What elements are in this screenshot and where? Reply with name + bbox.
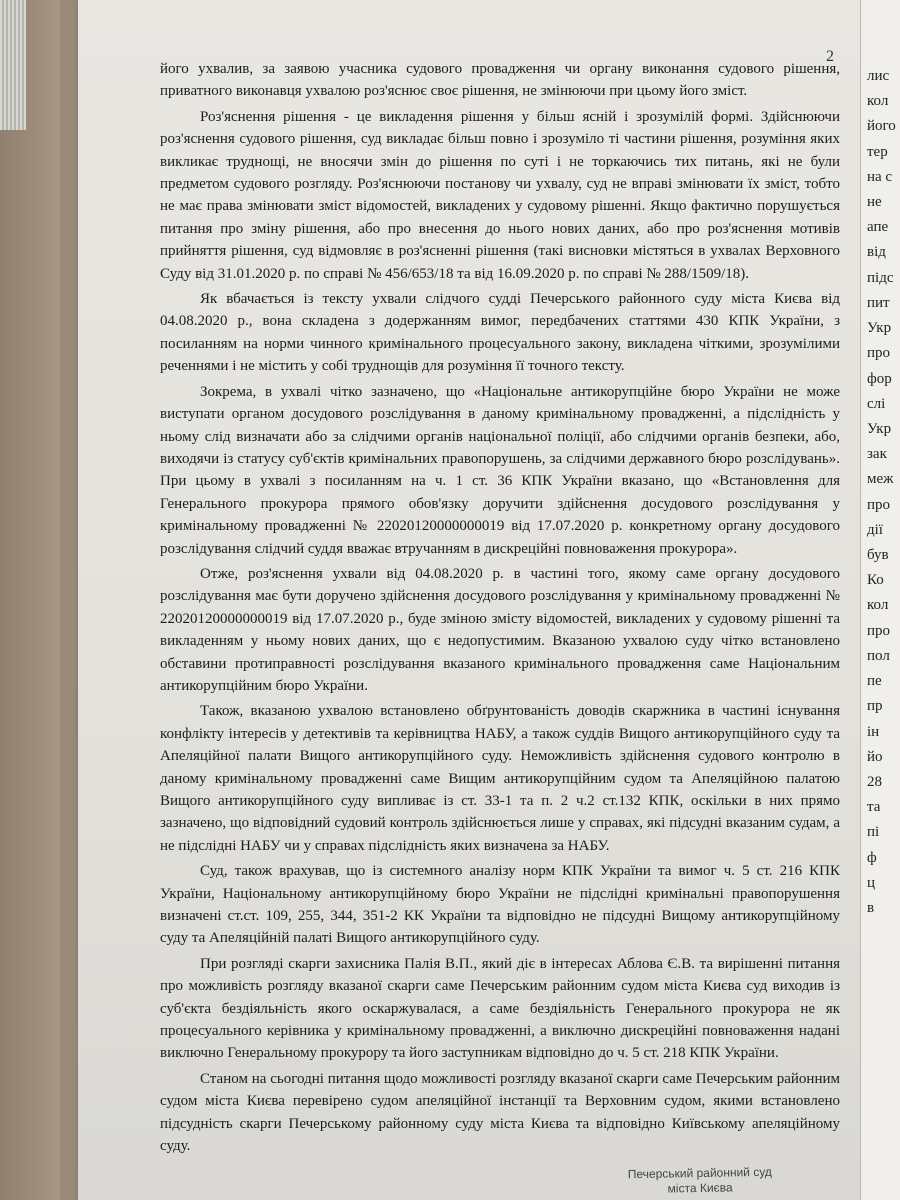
adjacent-page-fragment: на с [867, 169, 893, 185]
adjacent-page-fragment: дії [867, 522, 883, 538]
adjacent-page-fragment: тер [867, 144, 888, 160]
stamp-line: Печерський районний суд [627, 1164, 773, 1182]
adjacent-page-fragment: пит [867, 295, 890, 311]
adjacent-page-fragment: Укр [867, 320, 892, 336]
desk-surface [0, 0, 60, 1200]
document-page [78, 0, 860, 1200]
adjacent-page-fragment: про [867, 497, 891, 513]
paragraph: його ухвалив, за заявою учасника судового провадження чи органу виконання судового рішення, приватного виконавця ухвалою роз'яснює своє рішення, не змінюючи при цьому його зміст. [160, 61, 840, 100]
adjacent-page-fragment: кол [867, 93, 889, 109]
page-number: 2 [826, 48, 834, 65]
adjacent-page-fragment: кол [867, 597, 889, 613]
document-body [160, 58, 840, 1161]
paragraph: Зокрема, в ухвалі чітко зазначено, що «Національне антикорупційне бюро України не може виступати органом досудового розслідування в даному кримінальному провадженні, а підслідність у ньому слід визначати або за слідчими органів національної поліції, або слідчими органів безпеки, або, виходячи із статусу суб'єктів кримінальних правопорушень, за слідчими державного бюро розслідувань». При цьому в ухвалі з посиланням на ч. 1 ст. 36 КПК України вказано, що «Встановлення для Генерального прокурора прямого обов'язку доручити здійснення досудового розслідування у кримінальному провадженні № 22020120000000019 від 17.07.2020 р. конкретному органу досудового розслідування слідчий суддя вважає втручанням в дискреційні повноваження прокурора». [160, 383, 840, 557]
paragraph: При розгляді скарги захисника Палія В.П., який діє в інтересах Аблова Є.В. та вирішенні питання про можливість розгляду вказаної скарги саме Печерським районним судом міста Києва суд виходив із суб'єкта бездіяльність якого оскаржувалася, а саме бездіяльність Генерального прокурора не як процесуального керівника у кримінальному провадженні, а виключно дискреційні повноваження надані виключно Генеральному прокурору та його заступникам відповідно до ч. 5 ст. 218 КПК України. [160, 955, 840, 1062]
paragraph: Суд, також врахував, що із системного аналізу норм КПК України та вимог ч. 5 ст. 216 КПК України, Національному антикорупційному бюро України не підслідні кримінальні правопорушення визначені ст.ст. 109, 255, 344, 351-2 КК України та відповідно не підсудні Вищому антикорупційному суду та Апеляційній палаті Вищого антикорупційного суду. [160, 863, 840, 947]
adjacent-page-fragment: ф [867, 850, 877, 866]
adjacent-page-edge [860, 0, 900, 1200]
adjacent-page-fragment: пі [867, 824, 880, 840]
adjacent-page-fragment: Укр [867, 421, 892, 437]
adjacent-page-fragment: про [867, 345, 891, 361]
stamp-line: міста Києва [667, 1180, 733, 1196]
adjacent-page-fragment: в [867, 900, 875, 916]
adjacent-page-fragment: Ко [867, 572, 884, 588]
paragraph: Станом на сьогодні питання щодо можливості розгляду вказаної скарги саме Печерським районним судом міста Києва перевірено судом апеляційної інстанції та Верховним судом, якими встановлено підсудність скарги Печерському районному суду міста Києва та відповідно Київському апеляційному суду. [160, 1070, 840, 1155]
adjacent-page-fragment: апе [867, 219, 889, 235]
adjacent-page-fragment: зак [867, 446, 887, 462]
court-stamp [610, 1164, 790, 1197]
adjacent-page-fragment: меж [867, 471, 894, 487]
adjacent-page-fragment: ін [867, 724, 880, 740]
adjacent-page-fragment: йо [867, 749, 883, 765]
adjacent-page-fragment: ц [867, 875, 876, 891]
paragraph: Отже, роз'яснення ухвали від 04.08.2020 р. в частині того, якому саме органу досудового розслідування має бути доручено здійснення досудового розслідування у кримінальному провадженні № 22020120000000019 від 17.07.2020 р., буде зміною змісту відомостей, викладених у судовому рішенні та викладенням у ньому нових даних, що є недопустимим. Вказаною ухвалою суду чітко встановлено обставини протиправності розслідування вказаного кримінального провадження саме Національним антикорупційним бюро України. [160, 565, 840, 694]
adjacent-page-fragment: пол [867, 648, 890, 664]
adjacent-page-fragment: слі [867, 396, 886, 412]
adjacent-page-fragment: його [867, 118, 896, 134]
adjacent-page-fragment: від [867, 244, 886, 260]
adjacent-page-fragment: підс [867, 270, 894, 286]
adjacent-page-fragment: та [867, 799, 881, 815]
adjacent-page-fragment: був [867, 547, 889, 563]
adjacent-page-fragment: пе [867, 673, 882, 689]
adjacent-page-fragment: про [867, 623, 891, 639]
paper-stack-edge [0, 0, 26, 130]
adjacent-page-fragment: пр [867, 698, 883, 714]
paragraph: Також, вказаною ухвалою встановлено обґрунтованість доводів скаржника в частині існування конфлікту інтересів у детективів та керівництва НАБУ, а також суддів Вищого антикорупційного суду та Апеляційної палати Вищого антикорупційного суду. Неможливість здійснення судового контролю в даному кримінальному провадженні саме Вищим антикорупційним судом та Апеляційною палатою Вищого антикорупційного суду випливає із ст. 33-1 та п. 2 ч.2 ст.132 КПК, оскільки в них прямо зазначено, що відповідний судовий контроль здійснюється лише у справах, які підсудні вказаним судам, а не підслідні НАБУ чи у справах підслідність яких визначена за НАБУ. [160, 703, 840, 854]
adjacent-page-fragment: лис [867, 68, 890, 84]
paragraph: Як вбачається із тексту ухвали слідчого судді Печерського районного суду міста Києва від 04.08.2020 р., вона складена з додержанням вимог, передбачених статтями 430 КПК України, з посиланням на норми чинного кримінального процесуального закону, викладена чіткими, зрозумілими реченнями і не містить у собі труднощів для розуміння її точного тексту. [160, 291, 840, 375]
adjacent-page-fragment: фор [867, 371, 892, 387]
adjacent-page-fragment: не [867, 194, 882, 210]
adjacent-page-fragment: 28 [867, 774, 882, 790]
paragraph: Роз'яснення рішення - це викладення рішення у більш ясній і зрозумілій формі. Здійснюючи роз'яснення судового рішення, суд викладає більш повно і зрозуміло ті частини рішення, розуміння яких викликає труднощі, не вносячи змін до рішення по суті і не торкаючись тих питань, які не були предметом судового розгляду. Роз'яснюючи постанову чи ухвалу, суд не вправі змінювати їх зміст, тобто не має права змінювати зміст відомостей, викладених у судовому рішенні. Якщо фактично порушується питання про зміну рішення, або про внесення до нього нових даних, або про роз'яснення мотивів прийняття рішення, суд відмовляє в роз'ясненні рішення (такі висновки містяться в ухвалах Верховного Суду від 31.01.2020 р. по справі № 456/653/18 та від 16.09.2020 р. по справі № 288/1509/18). [160, 108, 840, 282]
